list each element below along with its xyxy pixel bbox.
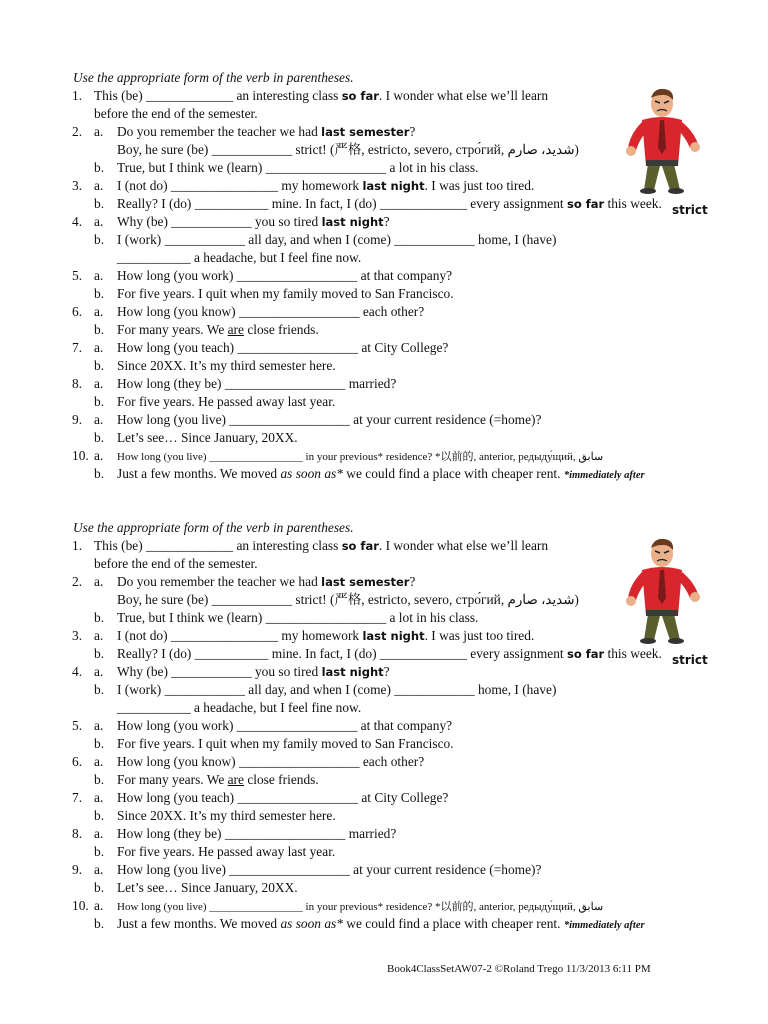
strict-label: strict xyxy=(672,653,708,667)
exercise-section: Use the appropriate form of the verb in parentheses. 1. This (be) _____________ an interesting class so far. I wonder what else we’ll learn before the end of the semester. 2. a. Do you remember the teacher we had last semester? Boy, he sure (be) ____________ strict! (严格, estricto, severo, стро́гий, شديد، صارم) b. True, but I think we (learn) __________________ a lot in his class. 3. a. I (not do) ________________ my homework last night. I was just too tired. b. Really? I (do) ___________ mine. In fact, I (do) _____________ every assignment so far this week. 4. a. Why (be) ____________ you so tired last night? b. I (work) ____________ all day, and when I (come) ____________ home, I (have) ___________ a headache, but I feel fine now. 5. a. How long (you work) __________________ at that company? b. For five years. I quit when my family moved to San Francisco. 6. a. How long (you know) __________________ each other? b. For many years. We are close friends. 7. a. How long (you teach) __________________ at City College? b. Since 20XX. It’s my third semester here. 8. a. How long (they be) __________________ married? b. For five years. He passed away last year. 9. a. How long (you live) __________________ at your current residence (=home)? b. Let’s see… Since January, 20XX. 10. a. How long (you live) _________________ in your previous* residence? *以前的, anterior, редыду́щий, سابق b. Just a few months. We moved as soon as* we could find a place with cheaper rent. *immediately after strict xyxy=(0,70,768,510)
translations-note: *以前的, anterior, редыду́щий, سابق xyxy=(435,451,604,463)
instruction: Use the appropriate form of the verb in parentheses. xyxy=(73,70,354,85)
instruction: Use the appropriate form of the verb in parentheses. xyxy=(73,520,354,535)
keyword: last night xyxy=(362,179,425,193)
keyword: so far xyxy=(341,539,379,553)
keyword: so far xyxy=(566,197,605,211)
angry-man-icon xyxy=(618,536,710,646)
keyword: last semester xyxy=(321,125,410,139)
translations-note: *以前的, anterior, редыду́щий, سابق xyxy=(435,901,604,913)
footer: Book4ClassSetAW07-2 ©Roland Trego 11/3/2013 6:11 PM xyxy=(387,963,651,975)
exercise-section: Use the appropriate form of the verb in parentheses. 1. This (be) _____________ an interesting class so far. I wonder what else we’ll learn before the end of the semester. 2. a. Do you remember the teacher we had last semester? Boy, he sure (be) ____________ strict! (严格, estricto, severo, стро́гий, شديد، صارم) b. True, but I think we (learn) __________________ a lot in his class. 3. a. I (not do) ________________ my homework last night. I was just too tired. b. Really? I (do) ___________ mine. In fact, I (do) _____________ every assignment so far this week. 4. a. Why (be) ____________ you so tired last night? b. I (work) ____________ all day, and when I (come) ____________ home, I (have) ___________ a headache, but I feel fine now. 5. a. How long (you work) __________________ at that company? b. For five years. I quit when my family moved to San Francisco. 6. a. How long (you know) __________________ each other? b. For many years. We are close friends. 7. a. How long (you teach) __________________ at City College? b. Since 20XX. It’s my third semester here. 8. a. How long (they be) __________________ married? b. For five years. He passed away last year. 9. a. How long (you live) __________________ at your current residence (=home)? b. Let’s see… Since January, 20XX. 10. a. How long (you live) _________________ in your previous* residence? *以前的, anterior, редыду́щий, سابق b. Just a few months. We moved as soon as* we could find a place with cheaper rent. *immediately after strict xyxy=(0,520,768,960)
keyword: last night xyxy=(321,665,384,679)
angry-man-icon xyxy=(618,86,710,196)
strict-label: strict xyxy=(672,203,708,217)
keyword: so far xyxy=(341,89,379,103)
keyword: last night xyxy=(362,629,425,643)
keyword: so far xyxy=(566,647,605,661)
keyword: last night xyxy=(321,215,384,229)
keyword: last semester xyxy=(321,575,410,589)
